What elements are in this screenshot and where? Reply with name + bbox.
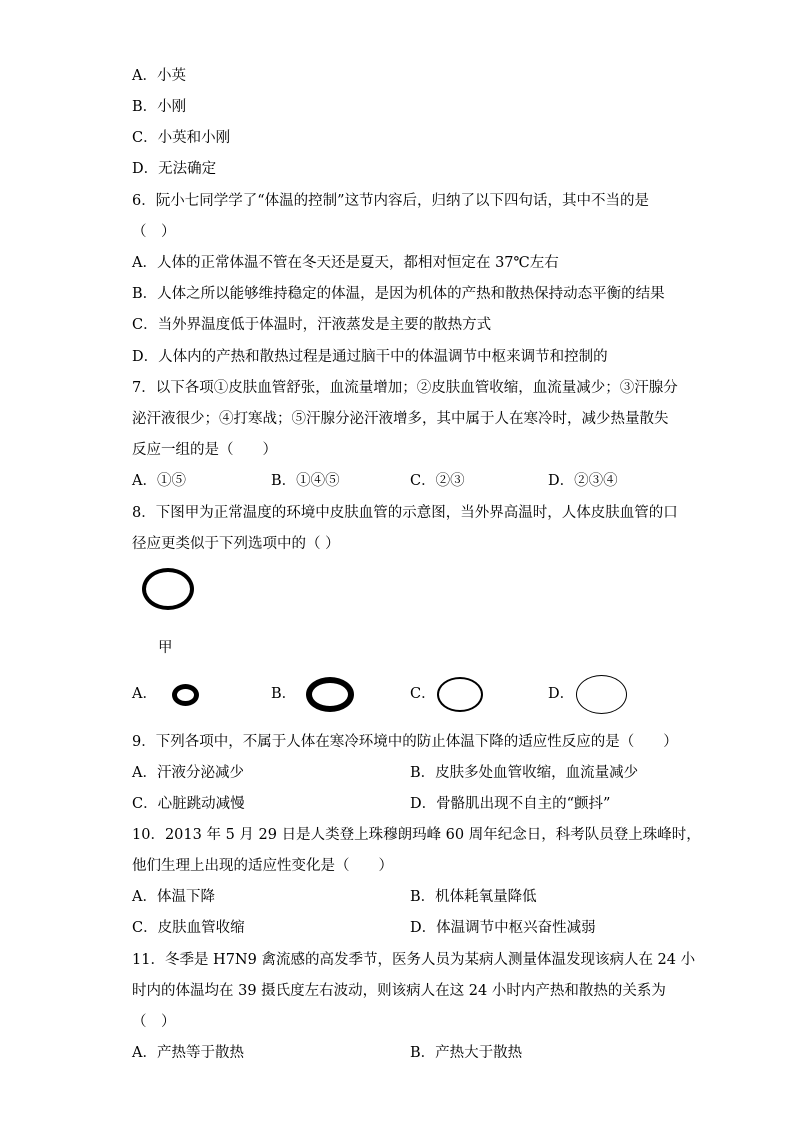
q5-option-d: D．无法确定 [132, 161, 217, 177]
q11-stem-line1: 11．冬季是 H7N9 禽流感的高发季节，医务人员为某病人测量体温发现该病人在 24 小 [132, 952, 696, 968]
q7-option-a: A．①⑤ [132, 473, 186, 489]
q7-stem-line3: 反应一组的是（ ） [132, 442, 277, 458]
q9-option-c: C．心脏跳动减慢 [132, 796, 245, 812]
q6-option-b: B．人体之所以能够维持稳定的体温，是因为机体的产热和散热保持动态平衡的结果 [132, 286, 665, 302]
q5-option-c: C．小英和小刚 [132, 130, 231, 146]
q9-option-d: D．骨骼肌出现不自主的“颤抖” [410, 796, 611, 812]
q9-stem: 9．下列各项中，不属于人体在寒冷环境中的防止体温下降的适应性反应的是（ ） [132, 734, 678, 750]
q7-option-c: C．②③ [410, 473, 465, 489]
q8-option-a-vessel [172, 684, 199, 706]
vessel-figure-jia [142, 568, 194, 610]
q5-option-a: A．小英 [132, 68, 186, 84]
q10-option-c: C．皮肤血管收缩 [132, 920, 245, 936]
q11-option-b: B．产热大于散热 [410, 1045, 523, 1061]
q8-stem-line2: 径应更类似于下列选项中的（ ） [132, 536, 340, 552]
q6-stem-line1: 6．阮小七同学学了“体温的控制”这节内容后，归纳了以下四句话，其中不当的是 [132, 193, 650, 209]
q6-option-a: A．人体的正常体温不管在冬天还是夏天，都相对恒定在 37℃左右 [132, 255, 559, 271]
figure-label-jia: 甲 [158, 640, 173, 656]
q11-option-a: A．产热等于散热 [132, 1045, 244, 1061]
q8-option-b-vessel [306, 677, 354, 712]
q5-option-b: B．小刚 [132, 99, 187, 115]
q8-option-d-vessel [576, 675, 627, 714]
q9-option-b: B．皮肤多处血管收缩，血流量减少 [410, 765, 639, 781]
q6-option-c: C．当外界温度低于体温时，汗液蒸发是主要的散热方式 [132, 317, 492, 333]
q10-option-b: B．机体耗氧量降低 [410, 889, 537, 905]
q11-stem-line3: （ ） [132, 1014, 176, 1030]
q10-option-d: D．体温调节中枢兴奋性减弱 [410, 920, 596, 936]
q10-stem-line1: 10．2013 年 5 月 29 日是人类登上珠穆朗玛峰 60 周年纪念日，科考队员登上珠峰时， [132, 827, 701, 843]
q11-stem-line2: 时内的体温均在 39 摄氏度左右波动，则该病人在这 24 小时内产热和散热的关系为 [132, 983, 666, 999]
q8-option-d-label: D． [548, 686, 575, 702]
q8-stem-line1: 8．下图甲为正常温度的环境中皮肤血管的示意图，当外界高温时，人体皮肤血管的口 [132, 505, 678, 521]
q6-stem-line2: （ ） [132, 224, 176, 240]
q7-stem-line2: 泌汗液很少；④打寒战；⑤汗腺分泌汗液增多，其中属于人在寒冷时，减少热量散失 [132, 411, 669, 427]
q6-option-d: D．人体内的产热和散热过程是通过脑干中的体温调节中枢来调节和控制的 [132, 349, 608, 365]
q8-option-a-label: A． [132, 686, 157, 702]
q8-option-c-label: C． [410, 686, 436, 702]
q7-stem-line1: 7．以下各项①皮肤血管舒张，血流量增加；②皮肤血管收缩，血流量减少；③汗腺分 [132, 380, 678, 396]
q8-option-c-vessel [437, 677, 483, 712]
q7-option-b: B．①④⑤ [271, 473, 340, 489]
q10-stem-line2: 他们生理上出现的适应性变化是（ ） [132, 858, 393, 874]
q8-option-b-label: B． [271, 686, 297, 702]
q10-option-a: A．体温下降 [132, 889, 215, 905]
q9-option-a: A．汗液分泌减少 [132, 765, 244, 781]
q7-option-d: D．②③④ [548, 473, 618, 489]
